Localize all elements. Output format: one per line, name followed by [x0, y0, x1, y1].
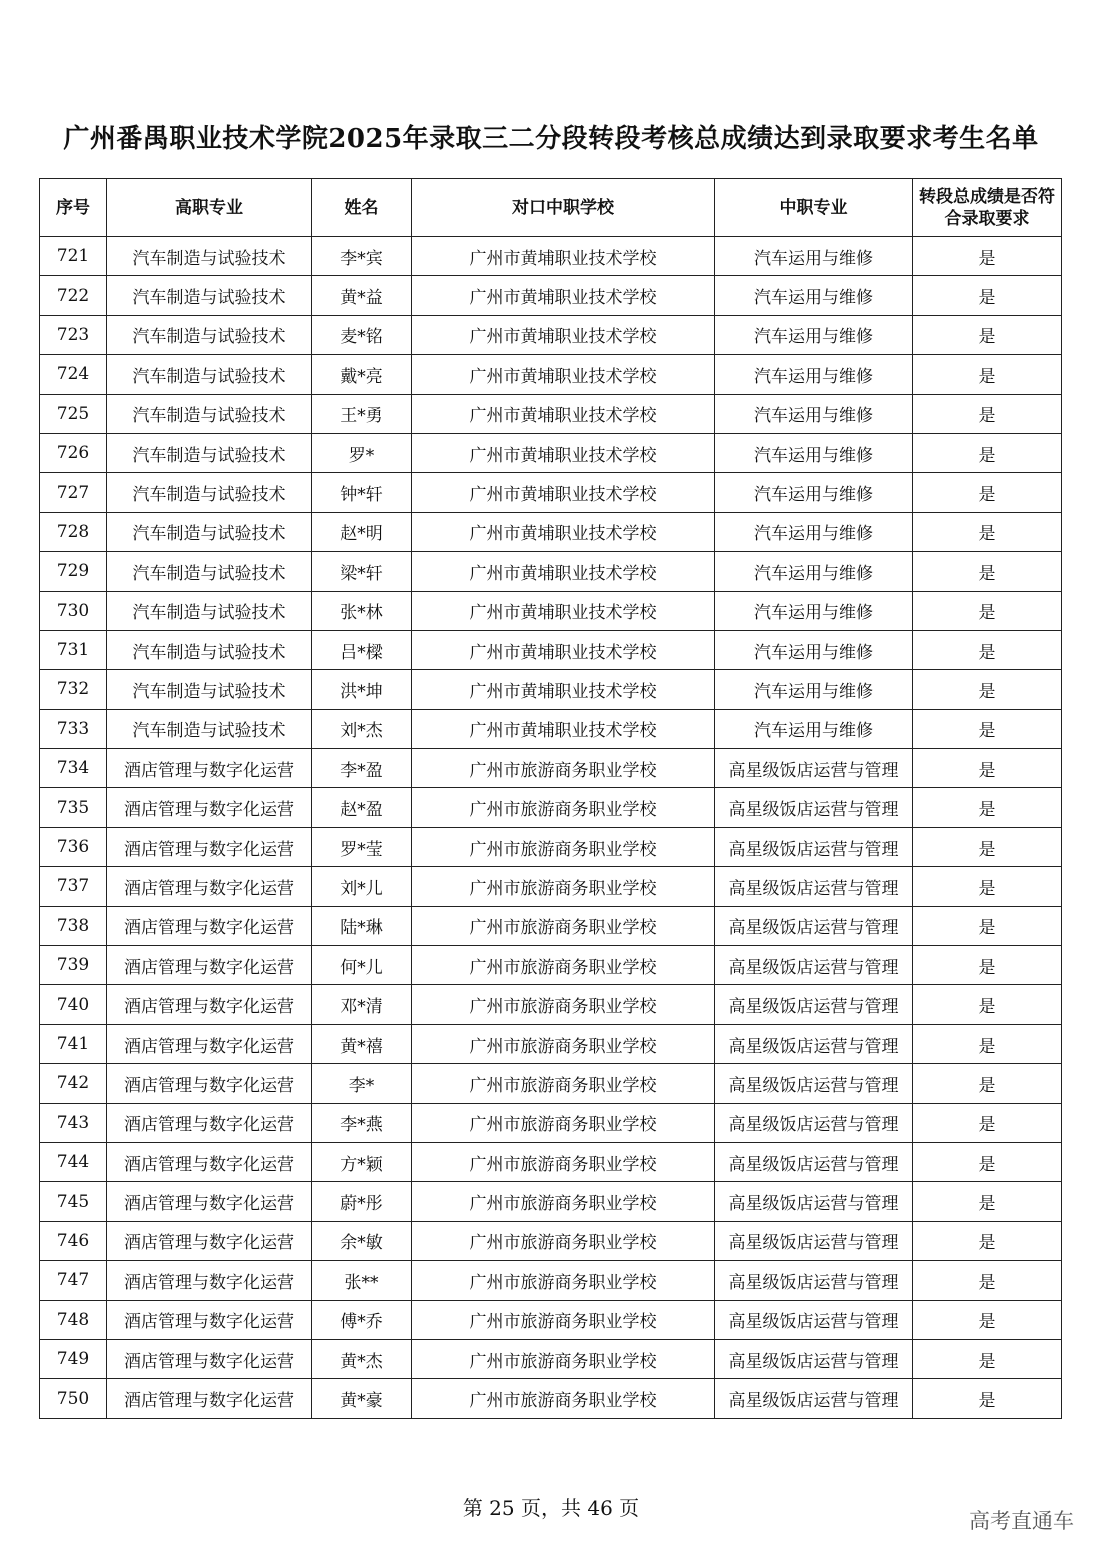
cell-name: 傅*乔 [312, 1300, 412, 1339]
cell-school: 广州市黄埔职业技术学校 [412, 709, 715, 748]
cell-school: 广州市黄埔职业技术学校 [412, 237, 715, 276]
cell-sec-major: 汽车运用与维修 [715, 670, 913, 709]
cell-sec-major: 高星级饭店运营与管理 [715, 1142, 913, 1181]
cell-name: 余*敏 [312, 1221, 412, 1260]
cell-name: 方*颖 [312, 1142, 412, 1181]
table-row [40, 788, 1062, 827]
cell-qualified: 是 [913, 1261, 1062, 1300]
cell-school: 广州市旅游商务职业学校 [412, 946, 715, 985]
cell-major: 汽车制造与试验技术 [107, 433, 312, 472]
table-row [40, 1339, 1062, 1378]
cell-sec-major: 高星级饭店运营与管理 [715, 1103, 913, 1142]
cell-school: 广州市黄埔职业技术学校 [412, 670, 715, 709]
cell-sec-major: 汽车运用与维修 [715, 591, 913, 630]
cell-sec-major: 汽车运用与维修 [715, 433, 913, 472]
cell-major: 酒店管理与数字化运营 [107, 1024, 312, 1063]
cell-seq: 735 [40, 788, 107, 827]
cell-major: 酒店管理与数字化运营 [107, 906, 312, 945]
cell-seq: 731 [40, 630, 107, 669]
cell-major: 汽车制造与试验技术 [107, 276, 312, 315]
cell-school: 广州市旅游商务职业学校 [412, 985, 715, 1024]
table-row [40, 552, 1062, 591]
cell-major: 汽车制造与试验技术 [107, 709, 312, 748]
cell-school: 广州市黄埔职业技术学校 [412, 591, 715, 630]
cell-school: 广州市旅游商务职业学校 [412, 1221, 715, 1260]
cell-seq: 725 [40, 394, 107, 433]
cell-name: 刘*杰 [312, 709, 412, 748]
cell-qualified: 是 [913, 355, 1062, 394]
table-row [40, 433, 1062, 472]
cell-seq: 730 [40, 591, 107, 630]
cell-qualified: 是 [913, 512, 1062, 551]
cell-school: 广州市黄埔职业技术学校 [412, 433, 715, 472]
cell-sec-major: 高星级饭店运营与管理 [715, 1339, 913, 1378]
cell-sec-major: 汽车运用与维修 [715, 394, 913, 433]
cell-name: 张*林 [312, 591, 412, 630]
cell-school: 广州市黄埔职业技术学校 [412, 630, 715, 669]
cell-school: 广州市黄埔职业技术学校 [412, 512, 715, 551]
table-row [40, 512, 1062, 551]
cell-sec-major: 高星级饭店运营与管理 [715, 946, 913, 985]
cell-name: 张** [312, 1261, 412, 1300]
cell-school: 广州市旅游商务职业学校 [412, 1064, 715, 1103]
admission-table [39, 178, 1062, 1419]
header-school: 对口中职学校 [412, 179, 715, 237]
cell-name: 戴*亮 [312, 355, 412, 394]
cell-seq: 728 [40, 512, 107, 551]
cell-sec-major: 高星级饭店运营与管理 [715, 906, 913, 945]
cell-seq: 734 [40, 749, 107, 788]
cell-sec-major: 高星级饭店运营与管理 [715, 788, 913, 827]
cell-name: 赵*明 [312, 512, 412, 551]
cell-name: 梁*轩 [312, 552, 412, 591]
table-row [40, 867, 1062, 906]
cell-major: 汽车制造与试验技术 [107, 315, 312, 354]
cell-school: 广州市旅游商务职业学校 [412, 827, 715, 866]
page-title: 广州番禺职业技术学院2025年录取三二分段转段考核总成绩达到录取要求考生名单 [63, 124, 1039, 154]
cell-qualified: 是 [913, 985, 1062, 1024]
cell-major: 酒店管理与数字化运营 [107, 867, 312, 906]
cell-name: 黄*杰 [312, 1339, 412, 1378]
cell-seq: 736 [40, 827, 107, 866]
cell-school: 广州市旅游商务职业学校 [412, 1339, 715, 1378]
cell-major: 酒店管理与数字化运营 [107, 788, 312, 827]
cell-seq: 740 [40, 985, 107, 1024]
cell-major: 酒店管理与数字化运营 [107, 1339, 312, 1378]
cell-name: 洪*坤 [312, 670, 412, 709]
cell-sec-major: 高星级饭店运营与管理 [715, 749, 913, 788]
cell-qualified: 是 [913, 867, 1062, 906]
cell-name: 黄*益 [312, 276, 412, 315]
table-row [40, 906, 1062, 945]
cell-qualified: 是 [913, 906, 1062, 945]
cell-school: 广州市旅游商务职业学校 [412, 1261, 715, 1300]
cell-qualified: 是 [913, 1339, 1062, 1378]
cell-major: 汽车制造与试验技术 [107, 394, 312, 433]
cell-school: 广州市旅游商务职业学校 [412, 1300, 715, 1339]
cell-qualified: 是 [913, 1379, 1062, 1418]
cell-school: 广州市黄埔职业技术学校 [412, 473, 715, 512]
cell-qualified: 是 [913, 433, 1062, 472]
cell-seq: 743 [40, 1103, 107, 1142]
table-row [40, 1182, 1062, 1221]
cell-name: 黄*禧 [312, 1024, 412, 1063]
cell-school: 广州市黄埔职业技术学校 [412, 355, 715, 394]
table-row [40, 394, 1062, 433]
cell-school: 广州市黄埔职业技术学校 [412, 276, 715, 315]
header-major: 高职专业 [107, 179, 312, 237]
table-row [40, 1221, 1062, 1260]
cell-name: 钟*轩 [312, 473, 412, 512]
cell-name: 罗*莹 [312, 827, 412, 866]
table-row [40, 749, 1062, 788]
cell-seq: 744 [40, 1142, 107, 1181]
table-row [40, 1024, 1062, 1063]
table-row [40, 1300, 1062, 1339]
cell-seq: 748 [40, 1300, 107, 1339]
cell-sec-major: 高星级饭店运营与管理 [715, 1261, 913, 1300]
cell-school: 广州市旅游商务职业学校 [412, 1024, 715, 1063]
cell-sec-major: 汽车运用与维修 [715, 237, 913, 276]
cell-sec-major: 高星级饭店运营与管理 [715, 1379, 913, 1418]
table-row [40, 1103, 1062, 1142]
table-row [40, 591, 1062, 630]
cell-qualified: 是 [913, 1024, 1062, 1063]
cell-qualified: 是 [913, 394, 1062, 433]
cell-sec-major: 汽车运用与维修 [715, 473, 913, 512]
table-row [40, 985, 1062, 1024]
cell-major: 酒店管理与数字化运营 [107, 749, 312, 788]
cell-seq: 747 [40, 1261, 107, 1300]
cell-school: 广州市旅游商务职业学校 [412, 906, 715, 945]
cell-qualified: 是 [913, 1103, 1062, 1142]
table-row [40, 355, 1062, 394]
cell-major: 汽车制造与试验技术 [107, 355, 312, 394]
cell-name: 何*儿 [312, 946, 412, 985]
cell-major: 酒店管理与数字化运营 [107, 1379, 312, 1418]
cell-seq: 729 [40, 552, 107, 591]
cell-sec-major: 汽车运用与维修 [715, 276, 913, 315]
cell-sec-major: 高星级饭店运营与管理 [715, 1221, 913, 1260]
cell-seq: 727 [40, 473, 107, 512]
cell-seq: 733 [40, 709, 107, 748]
cell-sec-major: 高星级饭店运营与管理 [715, 1024, 913, 1063]
cell-sec-major: 高星级饭店运营与管理 [715, 827, 913, 866]
cell-name: 赵*盈 [312, 788, 412, 827]
cell-major: 酒店管理与数字化运营 [107, 1221, 312, 1260]
cell-sec-major: 汽车运用与维修 [715, 315, 913, 354]
cell-qualified: 是 [913, 1142, 1062, 1181]
cell-qualified: 是 [913, 276, 1062, 315]
cell-sec-major: 高星级饭店运营与管理 [715, 1064, 913, 1103]
cell-seq: 721 [40, 237, 107, 276]
cell-sec-major: 高星级饭店运营与管理 [715, 867, 913, 906]
cell-sec-major: 高星级饭店运营与管理 [715, 1300, 913, 1339]
cell-school: 广州市旅游商务职业学校 [412, 788, 715, 827]
cell-major: 酒店管理与数字化运营 [107, 1142, 312, 1181]
cell-sec-major: 汽车运用与维修 [715, 630, 913, 669]
cell-name: 吕*樑 [312, 630, 412, 669]
cell-major: 汽车制造与试验技术 [107, 473, 312, 512]
table-row [40, 709, 1062, 748]
cell-school: 广州市旅游商务职业学校 [412, 749, 715, 788]
cell-name: 李*燕 [312, 1103, 412, 1142]
cell-major: 汽车制造与试验技术 [107, 552, 312, 591]
cell-seq: 726 [40, 433, 107, 472]
cell-major: 酒店管理与数字化运营 [107, 1300, 312, 1339]
cell-school: 广州市黄埔职业技术学校 [412, 394, 715, 433]
cell-seq: 745 [40, 1182, 107, 1221]
cell-major: 汽车制造与试验技术 [107, 512, 312, 551]
cell-sec-major: 高星级饭店运营与管理 [715, 985, 913, 1024]
cell-qualified: 是 [913, 552, 1062, 591]
cell-name: 邓*清 [312, 985, 412, 1024]
table-row [40, 1142, 1062, 1181]
cell-major: 汽车制造与试验技术 [107, 670, 312, 709]
cell-name: 李*盈 [312, 749, 412, 788]
cell-seq: 741 [40, 1024, 107, 1063]
cell-seq: 724 [40, 355, 107, 394]
table-row [40, 1261, 1062, 1300]
cell-sec-major: 汽车运用与维修 [715, 709, 913, 748]
cell-qualified: 是 [913, 630, 1062, 669]
cell-school: 广州市旅游商务职业学校 [412, 1103, 715, 1142]
cell-seq: 749 [40, 1339, 107, 1378]
header-seq: 序号 [40, 179, 107, 237]
cell-major: 酒店管理与数字化运营 [107, 1182, 312, 1221]
cell-seq: 739 [40, 946, 107, 985]
cell-qualified: 是 [913, 788, 1062, 827]
cell-qualified: 是 [913, 315, 1062, 354]
cell-name: 黄*豪 [312, 1379, 412, 1418]
cell-sec-major: 汽车运用与维修 [715, 512, 913, 551]
cell-school: 广州市旅游商务职业学校 [412, 1379, 715, 1418]
header-name: 姓名 [312, 179, 412, 237]
cell-school: 广州市黄埔职业技术学校 [412, 315, 715, 354]
cell-seq: 742 [40, 1064, 107, 1103]
cell-sec-major: 汽车运用与维修 [715, 355, 913, 394]
cell-name: 王*勇 [312, 394, 412, 433]
cell-name: 李* [312, 1064, 412, 1103]
cell-seq: 746 [40, 1221, 107, 1260]
cell-major: 酒店管理与数字化运营 [107, 827, 312, 866]
cell-seq: 732 [40, 670, 107, 709]
cell-qualified: 是 [913, 670, 1062, 709]
table-row [40, 946, 1062, 985]
table-row [40, 827, 1062, 866]
cell-sec-major: 汽车运用与维修 [715, 552, 913, 591]
cell-qualified: 是 [913, 709, 1062, 748]
table-row [40, 237, 1062, 276]
cell-qualified: 是 [913, 1182, 1062, 1221]
table-row [40, 276, 1062, 315]
table-row [40, 670, 1062, 709]
cell-major: 汽车制造与试验技术 [107, 630, 312, 669]
cell-qualified: 是 [913, 237, 1062, 276]
cell-name: 蔚*彤 [312, 1182, 412, 1221]
table-row [40, 315, 1062, 354]
cell-seq: 723 [40, 315, 107, 354]
cell-qualified: 是 [913, 946, 1062, 985]
cell-school: 广州市旅游商务职业学校 [412, 867, 715, 906]
cell-major: 汽车制造与试验技术 [107, 591, 312, 630]
cell-major: 汽车制造与试验技术 [107, 237, 312, 276]
cell-name: 刘*儿 [312, 867, 412, 906]
cell-seq: 737 [40, 867, 107, 906]
cell-school: 广州市旅游商务职业学校 [412, 1142, 715, 1181]
table-row [40, 1064, 1062, 1103]
cell-seq: 750 [40, 1379, 107, 1418]
header-qualified: 转段总成绩是否符合录取要求 [913, 179, 1062, 237]
cell-seq: 722 [40, 276, 107, 315]
cell-qualified: 是 [913, 749, 1062, 788]
page-number: 第 25 页，共 46 页 [462, 1496, 640, 1520]
cell-major: 酒店管理与数字化运营 [107, 985, 312, 1024]
cell-name: 李*宾 [312, 237, 412, 276]
cell-major: 酒店管理与数字化运营 [107, 1103, 312, 1142]
cell-school: 广州市旅游商务职业学校 [412, 1182, 715, 1221]
cell-qualified: 是 [913, 473, 1062, 512]
cell-qualified: 是 [913, 827, 1062, 866]
cell-major: 酒店管理与数字化运营 [107, 1064, 312, 1103]
cell-major: 酒店管理与数字化运营 [107, 1261, 312, 1300]
cell-name: 陆*琳 [312, 906, 412, 945]
cell-name: 罗* [312, 433, 412, 472]
header-sec-major: 中职专业 [715, 179, 913, 237]
cell-school: 广州市黄埔职业技术学校 [412, 552, 715, 591]
cell-sec-major: 高星级饭店运营与管理 [715, 1182, 913, 1221]
cell-major: 酒店管理与数字化运营 [107, 946, 312, 985]
cell-seq: 738 [40, 906, 107, 945]
cell-qualified: 是 [913, 1221, 1062, 1260]
table-header-row [40, 179, 1062, 237]
cell-name: 麦*铭 [312, 315, 412, 354]
table-body [40, 237, 1062, 1419]
table-row [40, 630, 1062, 669]
cell-qualified: 是 [913, 591, 1062, 630]
watermark: 高考直通车 [969, 1509, 1074, 1533]
table-row [40, 473, 1062, 512]
cell-qualified: 是 [913, 1300, 1062, 1339]
cell-qualified: 是 [913, 1064, 1062, 1103]
table-row [40, 1379, 1062, 1418]
